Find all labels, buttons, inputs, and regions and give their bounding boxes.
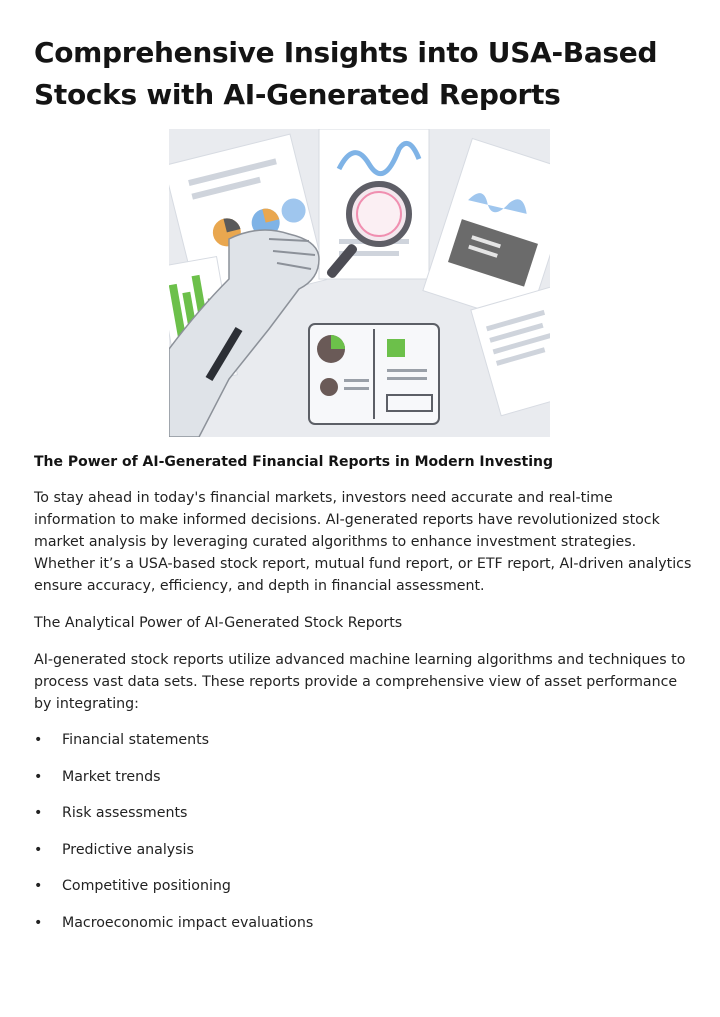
bullet-icon: • xyxy=(34,841,43,858)
list-item-text: Financial statements xyxy=(62,732,210,748)
list-item xyxy=(34,729,694,766)
list-item xyxy=(34,875,694,912)
page-title: Comprehensive Insights into USA-Based Stocks with AI-Generated Reports xyxy=(34,36,658,111)
bullet-icon: • xyxy=(34,805,43,822)
list-item-text: Predictive analysis xyxy=(62,841,194,858)
list-item xyxy=(34,912,694,949)
feature-list xyxy=(34,729,694,949)
bullet-icon: • xyxy=(34,732,43,748)
list-item-text: Macroeconomic impact evaluations xyxy=(62,914,314,931)
list-item-text: Risk assessments xyxy=(62,805,188,822)
bullet-icon: • xyxy=(34,914,43,931)
list-item xyxy=(34,766,694,803)
list-item-text: Competitive positioning xyxy=(62,878,231,895)
list-item xyxy=(34,839,694,876)
list-item xyxy=(34,802,694,839)
list-item-text: Market trends xyxy=(62,768,161,785)
intro-paragraph: To stay ahead in today's financial markets, investors need accurate and real-time information to make informed decisions. AI-generated reports have revolutionized stock market analysis by leveraging curated algorithms to enhance investment strategies. Whether it’s a USA-based stock report, mutual fund report, or ETF report, AI-driven analytics ensure accuracy, efficiency, and depth in financial assessment. xyxy=(34,490,692,594)
body-paragraph: AI-generated stock reports utilize advanced machine learning algorithms and techniques to process vast data sets. These reports provide a comprehensive view of asset performance by integrating: xyxy=(34,652,686,712)
bullet-icon: • xyxy=(34,878,43,895)
section-heading-analytical-power: The Analytical Power of AI-Generated Stock Reports xyxy=(34,615,403,631)
bullet-icon: • xyxy=(34,768,43,785)
hero-illustration xyxy=(169,129,550,437)
section-subheading: The Power of AI-Generated Financial Reports in Modern Investing xyxy=(34,454,554,470)
